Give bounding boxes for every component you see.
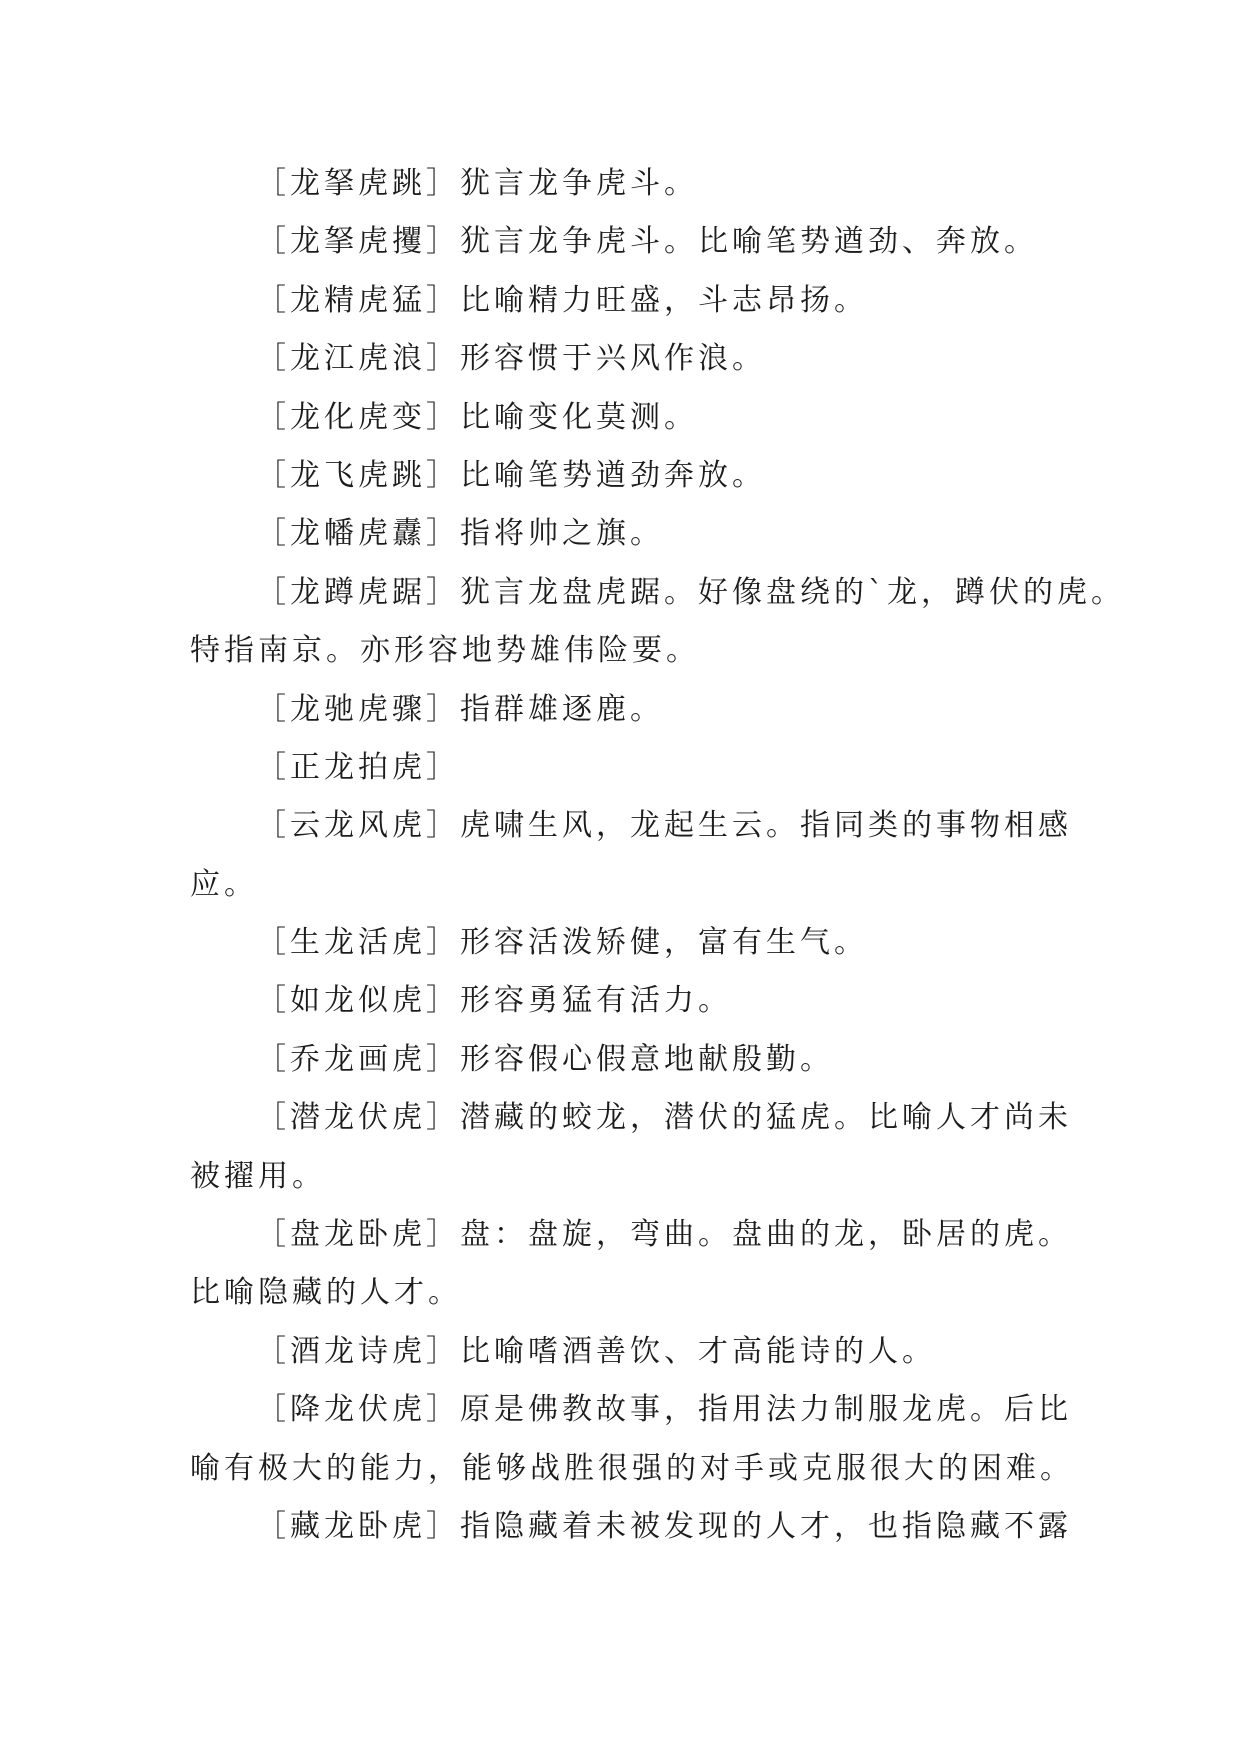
idiom-entry [190,914,1090,972]
idiom-entry [190,739,1090,797]
entry-line: ［潜龙伏虎］潜藏的蛟龙，潜伏的猛虎。比喻人才尚未 [256,1100,1072,1136]
entry-line: ［龙拏虎跳］犹言龙争虎斗。 [256,166,698,201]
idiom-entry [190,1498,1090,1556]
entry-line: ［龙江虎浪］形容惯于兴风作浪。 [256,341,766,377]
idiom-entry [190,564,1125,681]
idiom-entry [190,505,1090,563]
entry-line: ［生龙活虎］形容活泼矫健，富有生气。 [256,925,868,961]
entry-continuation-line: 被擢用。 [190,1158,326,1194]
entry-continuation-line: 应。 [190,866,258,902]
entry-line: ［云龙风虎］虎啸生风，龙起生云。指同类的事物相感 [256,808,1072,844]
idiom-entry [190,213,1090,271]
entry-line: ［龙蹲虎踞］犹言龙盘虎踞。好像盘绕的`龙，蹲伏的虎。 [256,574,1125,610]
idiom-entry [190,797,1090,914]
idiom-entry [190,389,1090,447]
idiom-entry [190,1323,1090,1381]
idiom-entry [190,330,1090,388]
idiom-entry [190,1089,1090,1206]
idiom-entry [190,1031,1090,1089]
entry-line: ［盘龙卧虎］盘：盘旋，弯曲。盘曲的龙，卧居的虎。 [256,1217,1072,1253]
idiom-entry [190,155,1090,213]
idiom-list [190,155,1125,1556]
entry-line: ［降龙伏虎］原是佛教故事，指用法力制服龙虎。后比 [256,1392,1072,1428]
entry-line: ［乔龙画虎］形容假心假意地献殷勤。 [256,1041,834,1077]
entry-line: ［酒龙诗虎］比喻嗜酒善饮、才高能诗的人。 [256,1333,936,1369]
entry-line: ［藏龙卧虎］指隐藏着未被发现的人才，也指隐藏不露 [256,1508,1072,1544]
idiom-entry [190,447,1090,505]
entry-line: ［龙驰虎骤］指群雄逐鹿。 [256,691,664,727]
entry-line: ［龙幡虎纛］指将帅之旗。 [256,516,664,552]
entry-continuation-line: 喻有极大的能力，能够战胜很强的对手或克服很大的困难。 [190,1450,1074,1486]
entry-continuation-line: 特指南京。亦形容地势雄伟险要。 [190,633,700,669]
entry-line: ［如龙似虎］形容勇猛有活力。 [256,983,732,1019]
entry-line: ［龙拏虎攫］犹言龙争虎斗。比喻笔势遒劲、奔放。 [256,224,1038,260]
idiom-entry [190,272,1090,330]
idiom-entry [190,1206,1090,1323]
idiom-entry [190,1381,1090,1498]
idiom-entry [190,972,1090,1030]
entry-line: ［龙精虎猛］比喻精力旺盛，斗志昂扬。 [256,282,868,318]
entry-line: ［龙化虎变］比喻变化莫测。 [256,399,698,435]
entry-line: ［龙飞虎跳］比喻笔势遒劲奔放。 [256,457,766,493]
entry-line: ［正龙拍虎］ [256,749,460,785]
idiom-entry [190,681,1090,739]
entry-continuation-line: 比喻隐藏的人才。 [190,1275,462,1311]
